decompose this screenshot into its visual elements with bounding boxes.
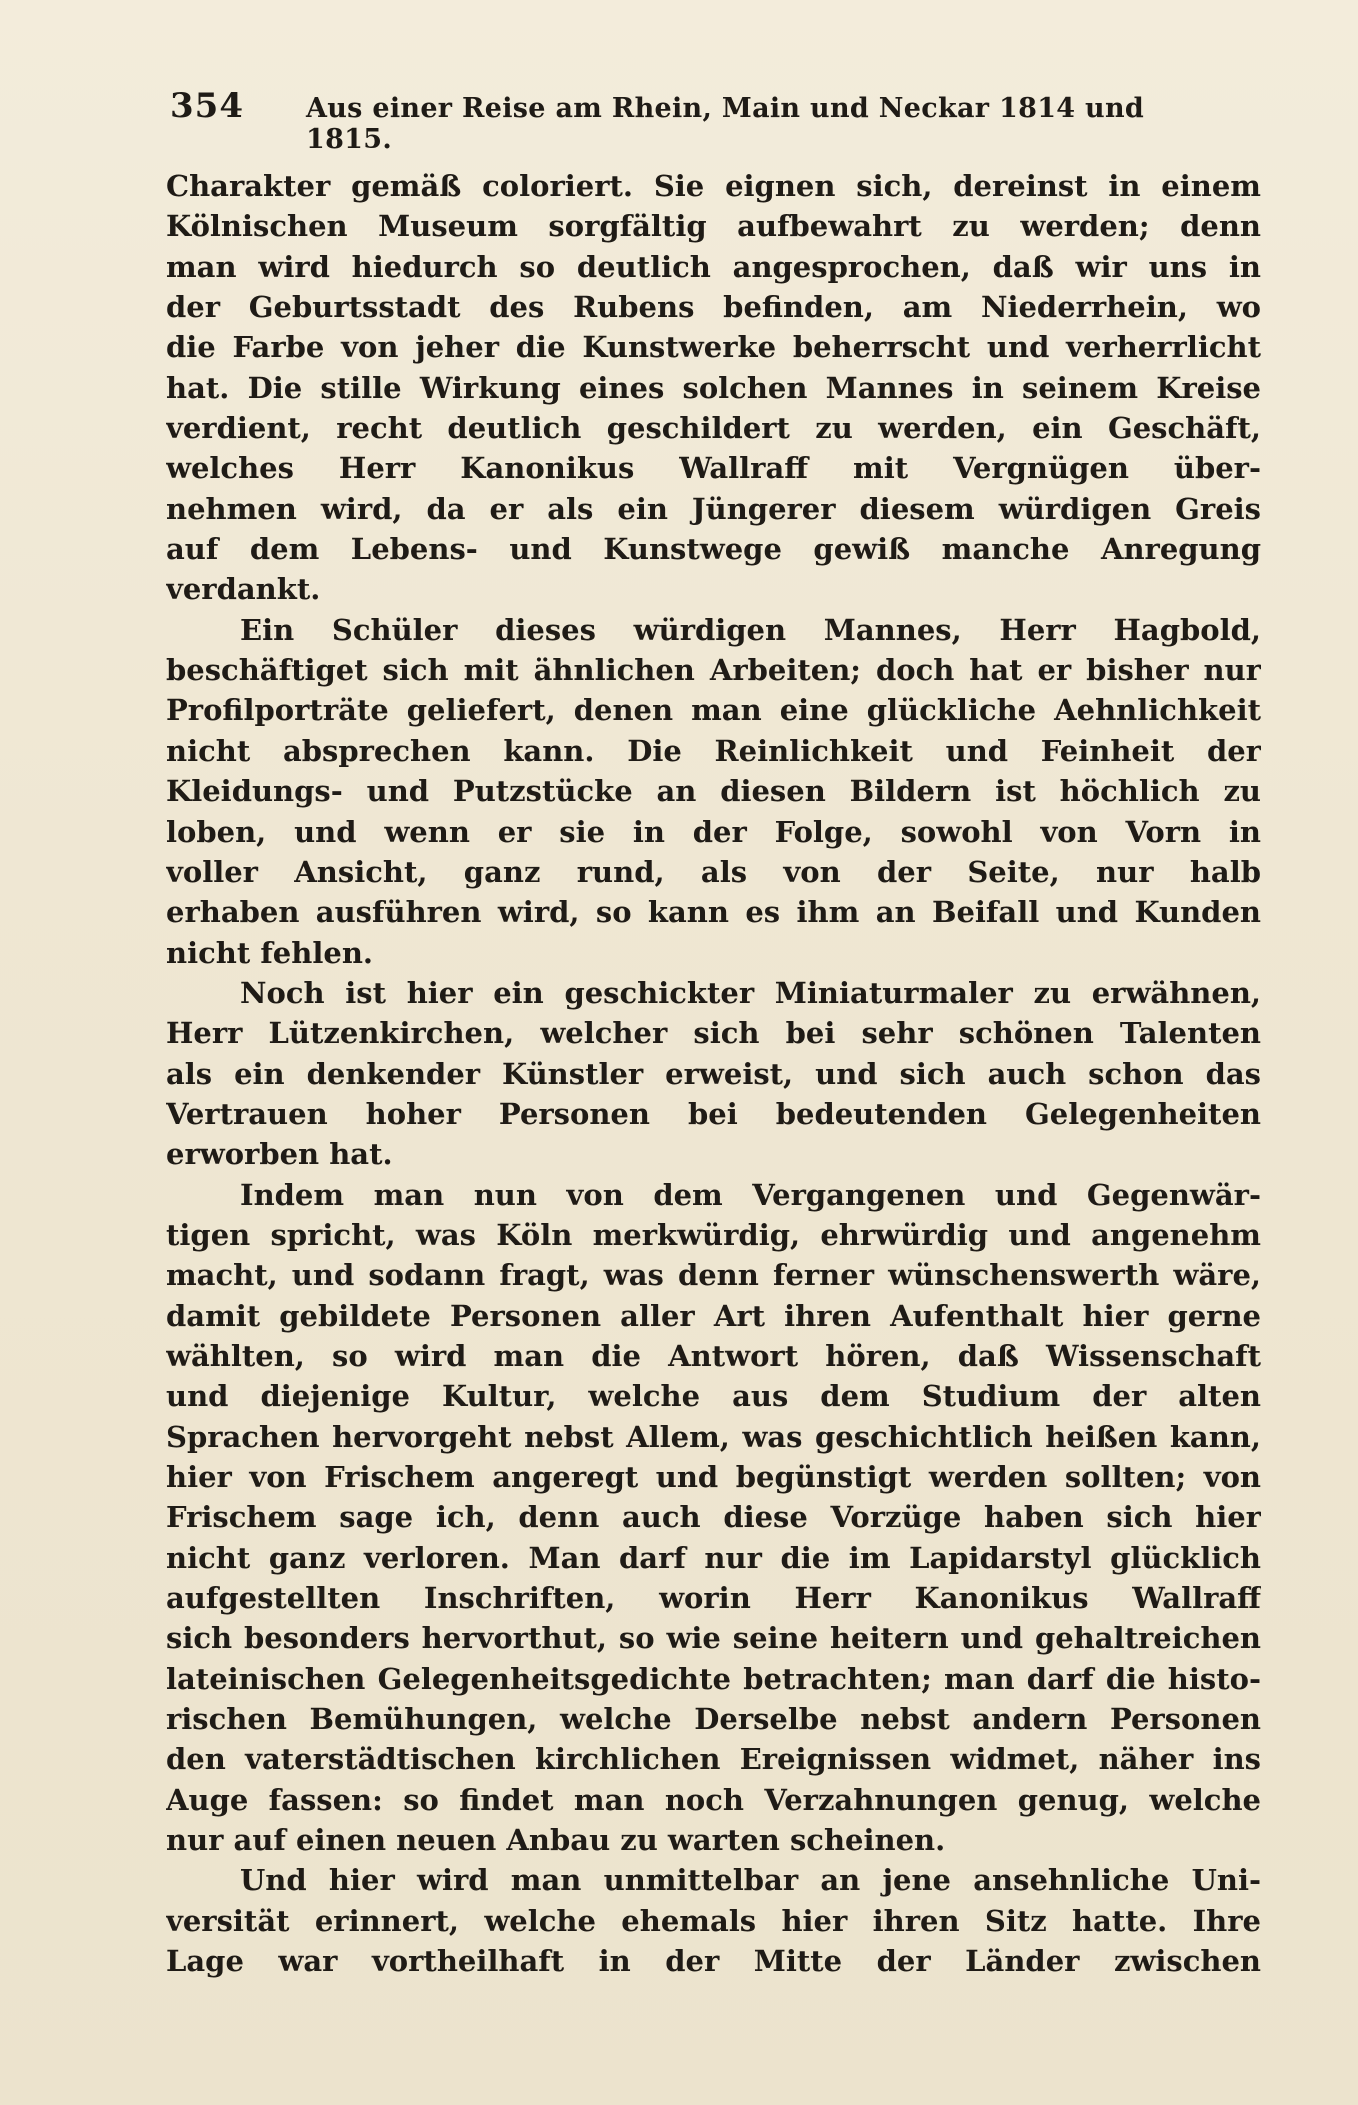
text-line: verdankt. bbox=[166, 572, 321, 607]
text-line: Vertrauen hoher Personen bei bedeutenden Gelegenheiten bbox=[166, 1096, 1261, 1131]
text-line: nicht fehlen. bbox=[166, 935, 373, 970]
body-text bbox=[166, 166, 1261, 1981]
text-line: als ein denkender Künstler erweist, und sich auch schon das bbox=[166, 1056, 1261, 1091]
paragraph bbox=[166, 166, 1261, 610]
text-line: nehmen wird, da er als ein Jüngerer diesem würdigen Greis bbox=[166, 491, 1261, 526]
text-line: Ein Schüler dieses würdigen Mannes, Herr Hagbold, bbox=[240, 612, 1261, 647]
text-line: macht, und sodann fragt, was denn ferner wünschenswerth wäre, bbox=[166, 1258, 1261, 1293]
text-line: Und hier wird man unmittelbar an jene ansehnliche Uni- bbox=[240, 1863, 1261, 1898]
text-line: und diejenige Kultur, welche aus dem Studium der alten bbox=[166, 1379, 1261, 1414]
text-line: voller Ansicht, ganz rund, als von der Seite, nur halb bbox=[166, 854, 1261, 889]
text-line: wählten, so wird man die Antwort hören, daß Wissenschaft bbox=[166, 1338, 1261, 1373]
text-line: erhaben ausführen wird, so kann es ihm an Beifall und Kunden bbox=[166, 895, 1261, 930]
paragraph bbox=[166, 1175, 1261, 1861]
text-line: Lage war vortheilhaft in der Mitte der Länder zwischen bbox=[166, 1944, 1261, 1979]
text-line: versität erinnert, welche ehemals hier ihren Sitz hatte. Ihre bbox=[166, 1903, 1261, 1938]
text-line: beschäftiget sich mit ähnlichen Arbeiten; doch hat er bisher nur bbox=[166, 653, 1261, 688]
text-line: verdient, recht deutlich geschildert zu werden, ein Geschäft, bbox=[166, 411, 1261, 446]
text-line: sich besonders hervorthut, so wie seine heitern und gehaltreichen bbox=[166, 1621, 1261, 1656]
text-line: loben, und wenn er sie in der Folge, sowohl von Vorn in bbox=[166, 814, 1261, 849]
text-line: die Farbe von jeher die Kunstwerke beherrscht und verherrlicht bbox=[166, 330, 1261, 365]
text-line: damit gebildete Personen aller Art ihren Aufenthalt hier gerne bbox=[166, 1298, 1261, 1333]
text-line: nur auf einen neuen Anbau zu warten scheinen. bbox=[166, 1823, 946, 1858]
page-number: 354 bbox=[170, 86, 244, 126]
text-line: lateinischen Gelegenheitsgedichte betrachten; man darf die histo- bbox=[166, 1661, 1261, 1696]
text-line: Kölnischen Museum sorgfältig aufbewahrt zu werden; denn bbox=[166, 209, 1261, 244]
text-line: rischen Bemühungen, welche Derselbe nebst andern Personen bbox=[166, 1702, 1261, 1737]
text-line: der Geburtsstadt des Rubens befinden, am Niederrhein, wo bbox=[166, 290, 1261, 325]
text-line: nicht absprechen kann. Die Reinlichkeit und Feinheit der bbox=[166, 733, 1261, 768]
text-line: hat. Die stille Wirkung eines solchen Mannes in seinem Kreise bbox=[166, 370, 1261, 405]
text-line: Frischem sage ich, denn auch diese Vorzüge haben sich hier bbox=[166, 1500, 1261, 1535]
text-line: den vaterstädtischen kirchlichen Ereignissen widmet, näher ins bbox=[166, 1742, 1261, 1777]
text-line: man wird hiedurch so deutlich angesprochen, daß wir uns in bbox=[166, 249, 1261, 284]
text-line: Herr Lützenkirchen, welcher sich bei sehr schönen Talenten bbox=[166, 1016, 1261, 1051]
text-line: tigen spricht, was Köln merkwürdig, ehrwürdig und angenehm bbox=[166, 1217, 1261, 1252]
text-line: Auge fassen: so findet man noch Verzahnungen genug, welche bbox=[166, 1782, 1261, 1817]
text-line: Charakter gemäß coloriert. Sie eignen sich, dereinst in einem bbox=[166, 169, 1261, 203]
running-title: Aus einer Reise am Rhein, Main und Neckar 1814 und 1815. bbox=[305, 93, 1145, 155]
text-line: Noch ist hier ein geschickter Miniaturmaler zu erwähnen, bbox=[240, 975, 1261, 1010]
paragraph bbox=[166, 973, 1261, 1175]
text-line: auf dem Lebens- und Kunstwege gewiß manche Anregung bbox=[166, 532, 1261, 567]
paragraph bbox=[166, 610, 1261, 973]
text-line: Indem man nun von dem Vergangenen und Gegenwär- bbox=[240, 1177, 1261, 1212]
text-line: Kleidungs- und Putzstücke an diesen Bildern ist höchlich zu bbox=[166, 774, 1261, 809]
text-line: Sprachen hervorgeht nebst Allem, was geschichtlich heißen kann, bbox=[166, 1419, 1261, 1454]
text-line: erworben hat. bbox=[166, 1137, 393, 1172]
text-line: nicht ganz verloren. Man darf nur die im Lapidarstyl glücklich bbox=[166, 1540, 1261, 1575]
page-header bbox=[170, 86, 1190, 155]
text-line: Profilporträte geliefert, denen man eine glückliche Aehnlichkeit bbox=[166, 693, 1261, 728]
text-line: welches Herr Kanonikus Wallraff mit Vergnügen über- bbox=[166, 451, 1261, 486]
paragraph bbox=[166, 1860, 1261, 1981]
text-line: aufgestellten Inschriften, worin Herr Kanonikus Wallraff bbox=[166, 1581, 1261, 1616]
text-line: hier von Frischem angeregt und begünstigt werden sollten; von bbox=[166, 1460, 1261, 1494]
